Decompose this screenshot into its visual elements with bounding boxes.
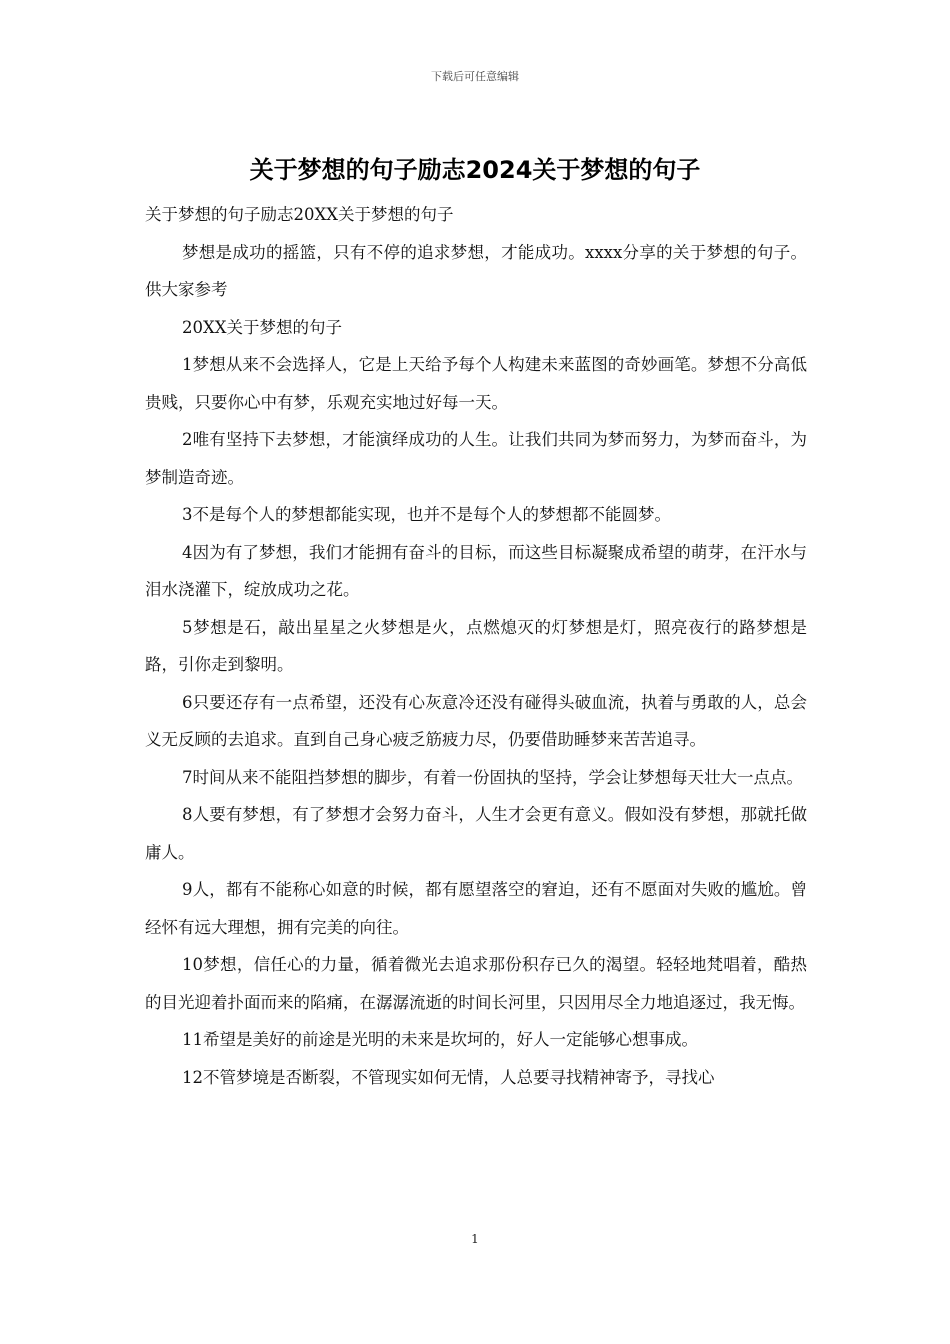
- list-item: 11希望是美好的前途是光明的未来是坎坷的，好人一定能够心想事成。: [182, 1030, 698, 1049]
- list-item: 12不管梦境是否断裂，不管现实如何无情，人总要寻找精神寄予，寻找心: [182, 1067, 715, 1087]
- list-item: 2唯有坚持下去梦想，才能演绎成功的人生。让我们共同为梦而努力，为梦而奋斗，为梦制造奇迹。: [145, 430, 807, 487]
- section-heading: 20XX关于梦想的句子: [182, 317, 342, 337]
- list-item: 1梦想从来不会选择人，它是上天给予每个人构建未来蓝图的奇妙画笔。梦想不分高低贵贱，只要你心中有梦，乐观充实地过好每一天。: [145, 355, 807, 412]
- list-item: 7时间从来不能阻挡梦想的脚步，有着一份固执的坚持，学会让梦想每天壮大一点点。: [182, 767, 803, 787]
- list-item: 9人，都有不能称心如意的时候，都有愿望落空的窘迫，还有不愿面对失败的尴尬。曾经怀有远大理想，拥有完美的向往。: [145, 880, 807, 937]
- list-item: 3不是每个人的梦想都能实现，也并不是每个人的梦想都不能圆梦。: [182, 505, 671, 524]
- document-subtitle: 关于梦想的句子励志20XX关于梦想的句子: [145, 205, 454, 224]
- list-item: 10梦想，信任心的力量，循着微光去追求那份积存已久的渴望。轻轻地梵唱着，酷热的目光迎着扑面而来的陷痛，在潺潺流逝的时间长河里，只因用尽全力地追逐过，我无悔。: [145, 955, 807, 1012]
- document-title: 关于梦想的句子励志2024关于梦想的句子: [249, 156, 701, 184]
- list-item: 4因为有了梦想，我们才能拥有奋斗的目标，而这些目标凝聚成希望的萌芽，在汗水与泪水浇灌下，绽放成功之花。: [145, 542, 807, 599]
- list-item: 5梦想是石，敲出星星之火梦想是火，点燃熄灭的灯梦想是灯，照亮夜行的路梦想是路，引你走到黎明。: [145, 617, 807, 674]
- list-item: 8人要有梦想，有了梦想才会努力奋斗，人生才会更有意义。假如没有梦想，那就托做庸人。: [145, 805, 807, 862]
- page-header-note: 下载后可任意编辑: [431, 70, 519, 83]
- intro-paragraph: 梦想是成功的摇篮，只有不停的追求梦想，才能成功。xxxx分享的关于梦想的句子。供大家参考: [145, 242, 807, 299]
- document-body: [145, 196, 807, 1096]
- list-item: 6只要还存有一点希望，还没有心灰意冷还没有碰得头破血流，执着与勇敢的人，总会义无反顾的去追求。直到自己身心疲乏筋疲力尽，仍要借助睡梦来苦苦追寻。: [145, 692, 807, 749]
- page-number: 1: [471, 1232, 479, 1246]
